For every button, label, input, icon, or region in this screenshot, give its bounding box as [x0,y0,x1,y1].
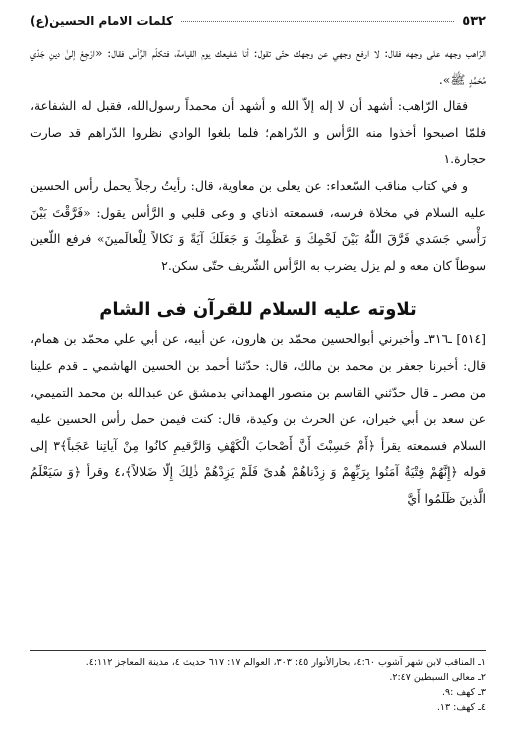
running-title: كلمات الامام الحسين(ع) [30,14,173,28]
page-body [30,40,486,513]
footnote-4: ٤ـ كهف: ١٣. [436,702,486,713]
footnote-1: ١ـ المناقب لابن شهر آشوب ٤:٦٠، بحارالأنوار ٤٥: ٣٠٣، العوالم ١٧: ٦١٧ حديث ٤، مدينة المعاجز ٤:١١٢. [85,657,486,668]
header-dotted-rule [181,21,454,22]
footnote-2: ٢ـ معالی السبطین ٢:٤٧. [389,672,486,683]
footnote-3: ٣ـ كهف :٩. [441,687,486,698]
paragraph-3: و في كتاب مناقب السّعداء: عن يعلى بن معاوية، قال: رأيتُ رجلاً يحمل رأس الحسين عليه السلام في مخلاة فرسه، فسمعته اذناي و وعى قلبي و الرَّأس يقول: «فَرَّقْتَ بَيْنَ رَأْسي جَسَدي فَرَّقَ اللّٰهُ بَيْنَ لَحْمِكَ وَ عَظْمِكَ وَ جَعَلَكَ آيَةً وَ نَكالاً لِلْعالَمينَ» فرفع اللّعين سوطاً كان معه و لم يزل يضرب به الرَّأس الشّريف حتّى سكن.٢ [30,177,486,273]
page-number: ٥٣٢ [462,13,486,29]
paragraph-2: فقال الرّاهب: أشهد أن لا إله إلاّ الله و أشهد أن محمداً رسول‌الله، فقبل له الشفاعة، فلمّا اصبحوا أخذوا منه الرَّأس و الدّراهم؛ فلما بلغوا الوادي نظروا الدّراهم قد صارت حجارة.١ [30,98,486,167]
hadith-paragraph: [٥١٤] ـ٣١٦ـ وأخبرني أبوالحسين محمّد بن هارون، عن أبيه، عن أبي علي محمّد بن همام، قال: أخبرنا جعفر بن محمد بن مالك، قال: حدّثنا أحمد بن الحسين الهاشمي ـ قدم علينا من مصر ـ قال حدّثني القاسم بن منصور الهمداني بدمشق عن عبدالله بن محمد التميمي، عن سعد بن أبي خيران، عن الحرث بن وكيدة، قال: كنت فيمن حمل رأس الحسين عليه السلام فسمعته يقرأ ﴿أَمْ حَسِبْتَ أَنَّ أَصْحابَ الْكَهْفِ وَالرَّقيمِ كانُوا مِنْ آياتِنا عَجَباً﴾٣ إلى قوله ﴿إِنَّهُمْ فِتْيَةٌ آمَنُوا بِرَبِّهِمْ وَ زِدْناهُمْ هُدىً فَلَمْ يَزِدْهُمْ ذٰلِكَ إِلّا ضَلالاً﴾،٤ وقرأ ﴿وَ سَيَعْلَمُ الَّذينَ ظَلَمُوا أَيَّ [30,331,487,506]
section-title: تلاوته عليه السلام للقرآن فى الشام [99,299,417,321]
page-header [30,8,486,34]
paragraph-1: الرّاهب وجهه على وجهه فقال: لا ارفع وجهي عن وجهك حتّى تقول: أنا شفيعك يوم القيامة، فتكلّم الرَّأس فقال: «ارْجِعْ إلىٰ دينِ جَدّي مُحَمَّدٍ ﷺ». [30,45,486,87]
footnotes [30,650,486,715]
